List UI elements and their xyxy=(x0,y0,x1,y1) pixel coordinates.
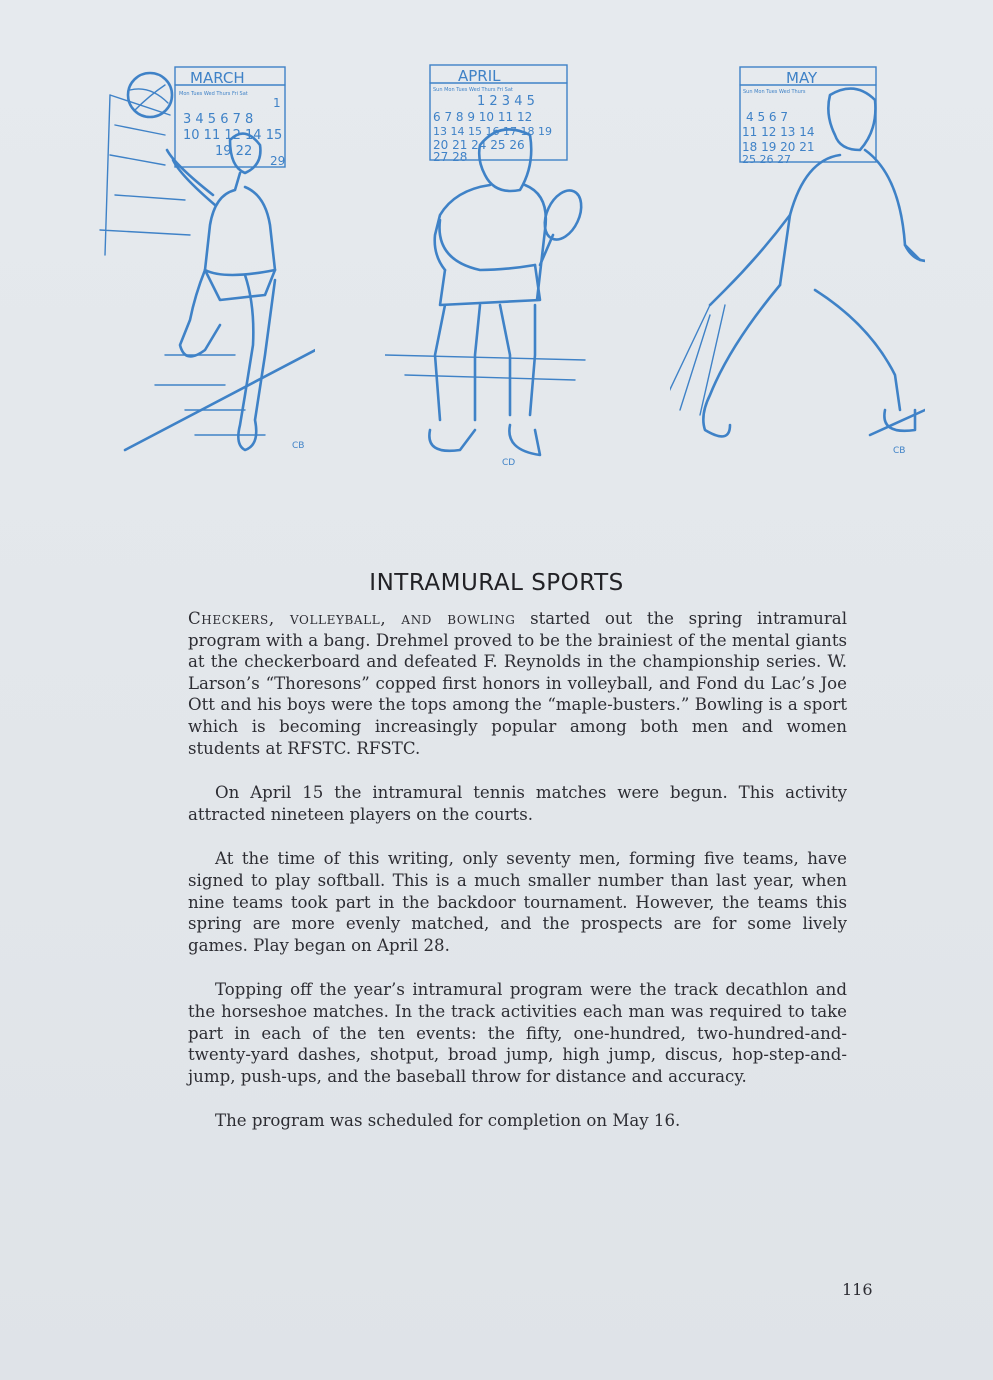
tennis-player-torso xyxy=(435,185,546,300)
april-calendar-month: APRIL xyxy=(458,67,501,85)
track-illustration xyxy=(670,55,925,465)
tennis-player-drawing xyxy=(385,55,605,475)
svg-text:4 5 6 7: 4 5 6 7 xyxy=(746,110,788,124)
svg-text:20 21 24 25 26: 20 21 24 25 26 xyxy=(433,138,525,152)
article-title: INTRAMURAL SPORTS xyxy=(369,570,624,596)
article-paragraph-2: On April 15 the intramural tennis matches were begun. This activity attracted nineteen players on the courts. xyxy=(188,783,847,824)
svg-text:19 22: 19 22 xyxy=(215,144,253,159)
volleyball-player-arms xyxy=(167,150,215,205)
illustration-strip xyxy=(85,55,925,475)
april-calendar-days: Sun Mon Tues Wed Thurs Fri Sat xyxy=(433,87,513,93)
may-calendar-days: Sun Mon Tues Wed Thurs xyxy=(743,89,806,95)
volleyball-player-legs xyxy=(180,270,275,450)
svg-text:CB: CB xyxy=(893,446,906,456)
court-line xyxy=(125,345,315,450)
artist-signature: CB xyxy=(292,441,305,451)
tennis-illustration xyxy=(385,55,605,475)
article-paragraph-1 xyxy=(188,608,847,759)
svg-text:6 7 8 9 10 11 12: 6 7 8 9 10 11 12 xyxy=(433,110,533,124)
tennis-player-shoes xyxy=(429,425,540,455)
tennis-player-arms xyxy=(440,220,536,270)
tennis-player-legs xyxy=(435,305,535,420)
track-athlete-legs xyxy=(703,285,900,436)
svg-text:27 28: 27 28 xyxy=(433,150,468,164)
svg-text:10 11 12 14 15: 10 11 12 14 15 xyxy=(183,128,283,143)
svg-text:1 2 3 4 5: 1 2 3 4 5 xyxy=(477,94,535,109)
svg-text:25 26 27: 25 26 27 xyxy=(742,153,791,166)
svg-text:CD: CD xyxy=(502,458,516,468)
article-body xyxy=(188,608,847,1155)
track-athlete-drawing xyxy=(670,55,925,465)
paragraph-1-text: started out the spring intramural program with a bang. Drehmel proved to be the brainiest of the mental giants at the checkerboard and defeated F. Reynolds in the championship series. W. Larson’s “Thoresons” copped first honors in volleyball, and Fond du Lac’s Joe Ott and his boys were the tops among the “maple-busters.” Bowling is a sport which is becoming increasingly popular among both men and women students at RFSTC. RFSTC. xyxy=(188,609,847,758)
svg-text:11 12 13 14: 11 12 13 14 xyxy=(742,125,815,139)
track-athlete-torso xyxy=(780,150,920,285)
volleyball-player-torso xyxy=(205,173,275,275)
svg-text:18 19 20 21: 18 19 20 21 xyxy=(742,140,815,154)
article-paragraph-4: Topping off the year’s intramural program were the track decathlon and the horseshoe matches. In the track activities each man was required to take part in each of the ten events: the fifty, one-hundred, two-hundred-and-twenty-yard dashes, shotput, broad jump, high jump, discus, hop-step-and-jump, push-ups, and the baseball throw for distance and accuracy. xyxy=(188,980,847,1086)
tennis-court-net xyxy=(385,355,585,380)
discus-motion-lines xyxy=(670,305,725,415)
lead-in-smallcaps: Checkers, volleyball, and bowling xyxy=(188,609,516,628)
svg-text:3 4 5 6 7 8: 3 4 5 6 7 8 xyxy=(183,112,254,127)
march-calendar-days: Mon Tues Wed Thurs Fri Sat xyxy=(179,91,248,97)
svg-text:13 14 15 16 17 18 19: 13 14 15 16 17 18 19 xyxy=(433,125,552,138)
volleyball-illustration xyxy=(95,55,315,465)
article-paragraph-5: The program was scheduled for completion on May 16. xyxy=(215,1111,681,1131)
may-calendar-month: MAY xyxy=(786,69,818,87)
volleyball-player-drawing xyxy=(95,55,315,465)
track-athlete-head xyxy=(828,89,875,150)
article-paragraph-3: At the time of this writing, only seventy men, forming five teams, have signed to play softball. This is a much smaller number than last year, when nine teams took part in the backdoor tournament. However, the teams this spring are more evenly matched, and the prospects are for some lively games. Play began on April 28. xyxy=(188,849,847,955)
svg-text:1: 1 xyxy=(273,96,281,110)
march-calendar-month: MARCH xyxy=(190,69,245,87)
svg-text:29: 29 xyxy=(270,154,286,168)
page-number: 116 xyxy=(842,1280,873,1299)
volleyball-net xyxy=(100,95,190,255)
